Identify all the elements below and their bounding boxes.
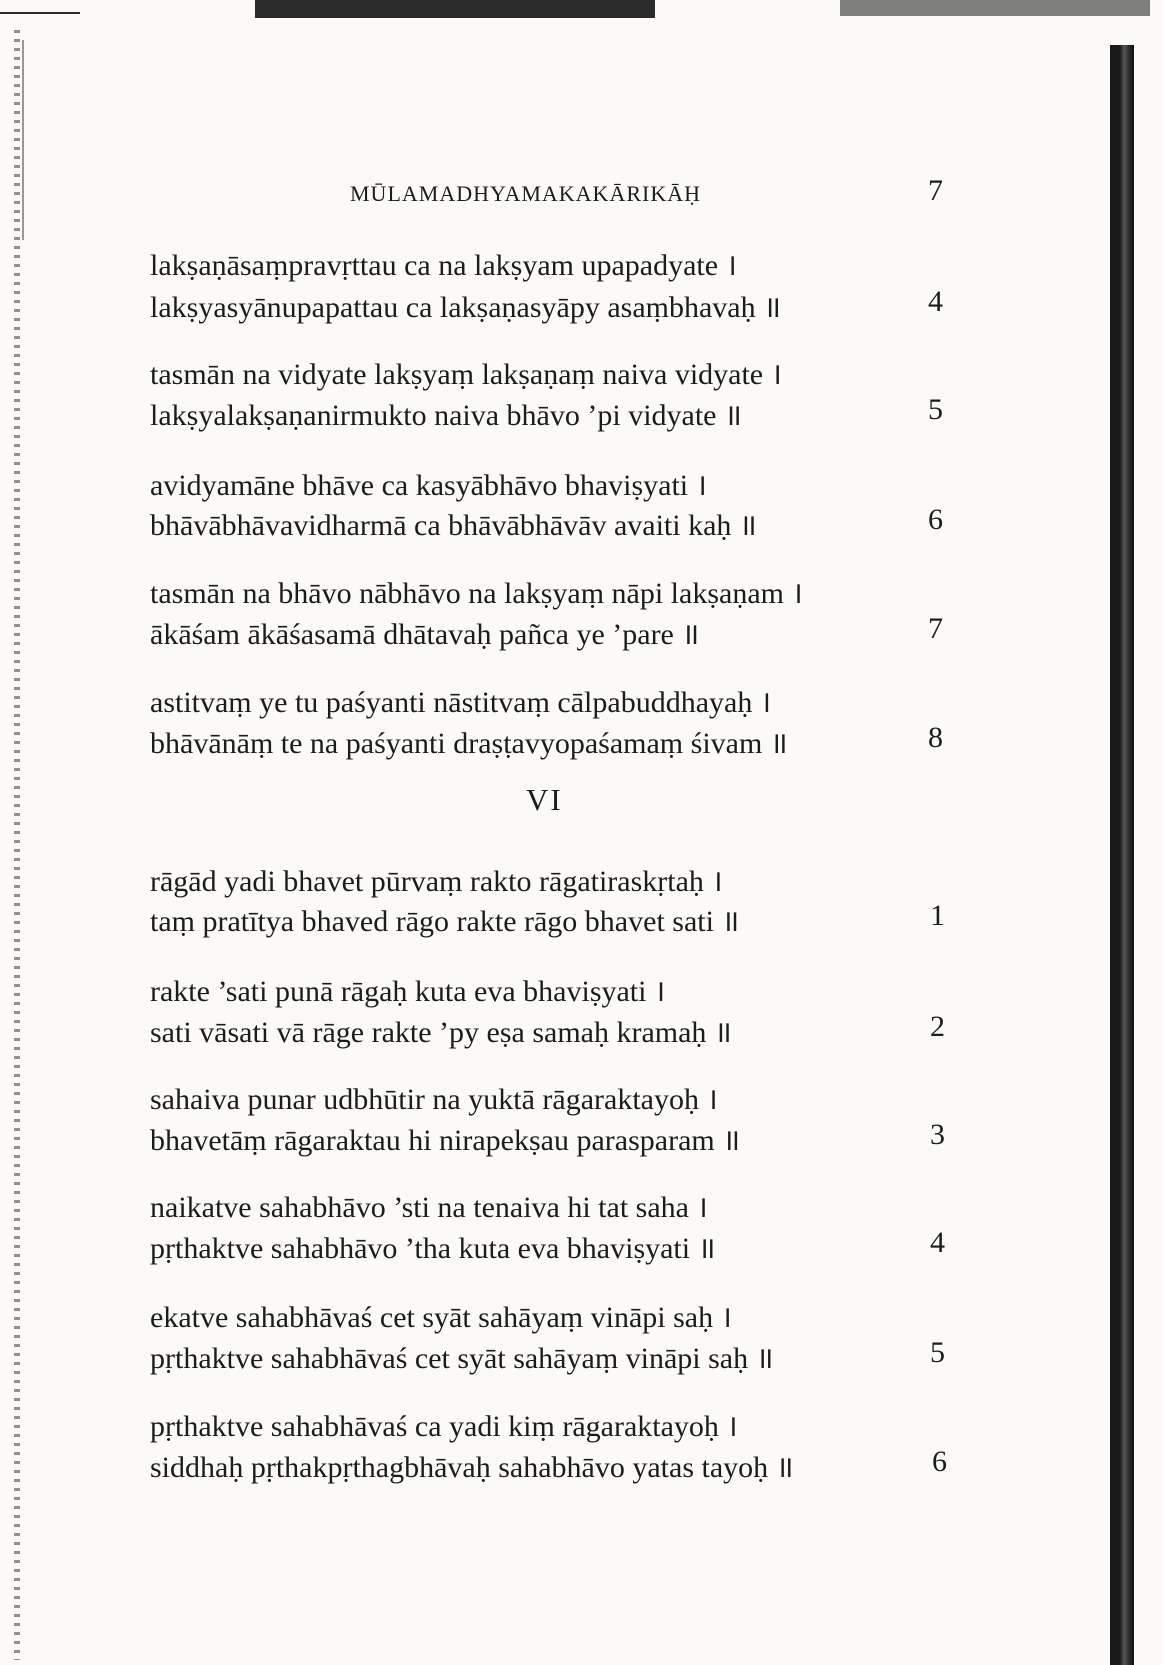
verse-line: naikatve sahabhāvo ’sti na tenaiva hi tat saha । xyxy=(150,1191,708,1224)
verse-line: siddhaḥ pṛthakpṛthagbhāvaḥ sahabhāvo yatas tayoḥ ॥ xyxy=(150,1451,794,1484)
verse-line: bhāvābhāvavidharmā ca bhāvābhāvāv avaiti kaḥ ॥ xyxy=(150,509,757,542)
verse-line: bhāvānāṃ te na paśyanti draṣṭavyopaśamaṃ śivam ॥ xyxy=(150,727,788,760)
scan-right-edge xyxy=(1110,45,1134,1665)
verse-line: pṛthaktve sahabhāvo ’tha kuta eva bhaviṣyati ॥ xyxy=(150,1232,716,1265)
verse-number: 4 xyxy=(930,1226,945,1259)
verse-line: lakṣaṇāsaṃpravṛttau ca na lakṣyam upapadyate । xyxy=(150,249,737,282)
verse-line: sahaiva punar udbhūtir na yuktā rāgaraktayoḥ । xyxy=(150,1083,718,1116)
verse-number: 8 xyxy=(928,721,943,754)
scan-left-mark xyxy=(22,40,24,240)
verse-number: 4 xyxy=(928,285,943,318)
verse-number: 1 xyxy=(930,899,945,932)
verse-line: tasmān na vidyate lakṣyaṃ lakṣaṇaṃ naiva vidyate । xyxy=(150,358,782,391)
verse-number: 6 xyxy=(932,1445,947,1478)
verse-line: pṛthaktve sahabhāvaś cet syāt sahāyaṃ vināpi saḥ ॥ xyxy=(150,1342,774,1375)
verse-line: avidyamāne bhāve ca kasyābhāvo bhaviṣyati । xyxy=(150,469,707,502)
verse-line: tasmān na bhāvo nābhāvo na lakṣyaṃ nāpi lakṣaṇam । xyxy=(150,577,803,610)
page-number: 7 xyxy=(928,174,943,207)
verse-line: lakṣyasyānupapattau ca lakṣaṇasyāpy asaṃbhavaḥ ॥ xyxy=(150,291,782,324)
verse-line: sati vāsati vā rāge rakte ’py eṣa samaḥ kramaḥ ॥ xyxy=(150,1016,732,1049)
verse-line: pṛthaktve sahabhāvaś ca yadi kiṃ rāgaraktayoḥ । xyxy=(150,1410,738,1443)
verse-number: 6 xyxy=(928,503,943,536)
verse-number: 2 xyxy=(930,1010,945,1043)
verse-number: 5 xyxy=(930,1336,945,1369)
verse-line: lakṣyalakṣaṇanirmukto naiva bhāvo ’pi vidyate ॥ xyxy=(150,399,742,432)
verse-line: ekatve sahabhāvaś cet syāt sahāyaṃ vināpi saḥ । xyxy=(150,1301,732,1334)
verse-line: astitvaṃ ye tu paśyanti nāstitvaṃ cālpabuddhayaḥ । xyxy=(150,686,772,719)
verse-line: rakte ’sati punā rāgaḥ kuta eva bhaviṣyati । xyxy=(150,975,666,1008)
running-head: MŪLAMADHYAMAKAKĀRIKĀḤ xyxy=(350,181,701,206)
verse-line: taṃ pratītya bhaved rāgo rakte rāgo bhavet sati ॥ xyxy=(150,905,740,938)
verse-number: 3 xyxy=(930,1118,945,1151)
verse-line: bhavetāṃ rāgaraktau hi nirapekṣau parasparam ॥ xyxy=(150,1124,741,1157)
verse-number: 5 xyxy=(928,393,943,426)
verse-number: 7 xyxy=(928,612,943,645)
chapter-heading: VI xyxy=(526,782,563,817)
scan-top-edge xyxy=(0,0,1163,22)
verse-line: rāgād yadi bhavet pūrvaṃ rakto rāgatiraskṛtaḥ । xyxy=(150,865,723,898)
verse-line: ākāśam ākāśasamā dhātavaḥ pañca ye ’pare ॥ xyxy=(150,618,700,651)
scan-left-edge xyxy=(14,30,20,1660)
